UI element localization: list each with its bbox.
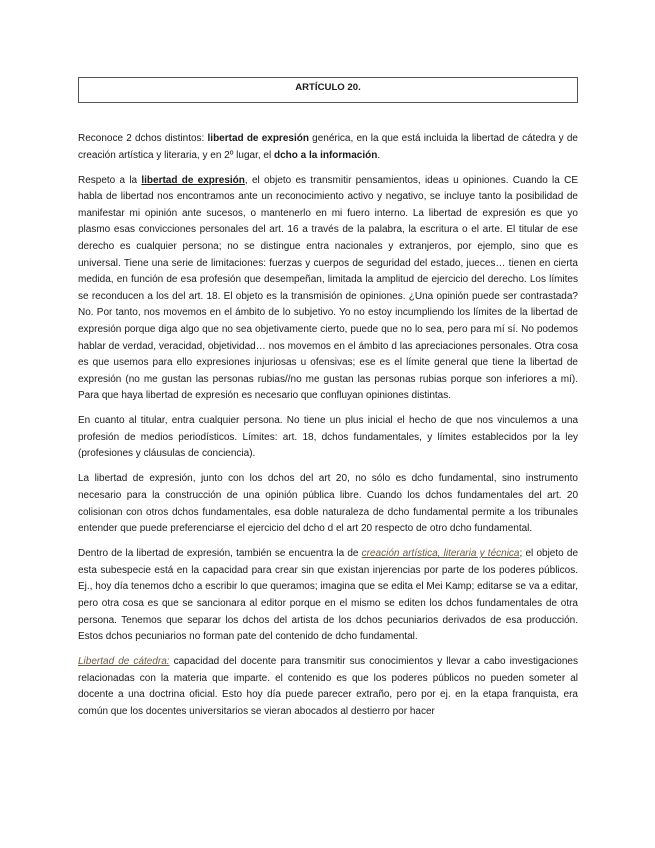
text-span: Respeto a la	[78, 174, 142, 186]
bold-term: dcho a la información	[273, 149, 378, 161]
text-span: genérica, en la que está incluida la libertad de cátedra y de creación artística y literaria, y en 2º lugar, el	[78, 133, 578, 161]
text-span: Dentro de la libertad de expresión, también se encuentra la de	[78, 548, 362, 560]
text-span: Reconoce 2 dchos distintos:	[78, 133, 208, 144]
paragraph-libertad-catedra	[78, 654, 578, 720]
text-span: capacidad del docente para transmitir sus conocimientos y llevar a cabo investigaciones relacionadas con la materia que imparte. el contenido es que los poderes públicos no pueden someter al docente a una doctrina oficial. Esto hoy día puede parecer extraño, pero por ej. en la etapa franquista, era común que los docentes universitarios se vieran abocados al destierro por hacer	[78, 656, 578, 717]
text-span: ; el objeto de esta subespecie está en la capacidad para crear sin que existan injerencias por parte de los poderes públicos. Ej., hoy día tenemos dcho a escribir lo que queramos; imagina que se edita el Mei Kamp; editarse se va a editar, pero otra cosa es que se sancionara al editor porque en el mismo se editen los dchos fundamentales de otra persona. Tenemos que separar los dchos del artista de los dchos pecuniarios derivados de esa producción. Estos dchos pecuniarios no forman pate del contenido de dcho fundamental.	[78, 548, 579, 643]
italic-underlined-term: creación artística, literaria y técnica	[361, 548, 520, 560]
paragraph-intro	[78, 131, 578, 164]
bold-term: libertad de expresión	[207, 133, 309, 144]
text-span: , el objeto es transmitir pensamientos, ideas u opiniones. Cuando la CE habla de libertad nos encontramos ante un reconocimiento activo y negativo, se incluye tanto la posibilidad de manifestar mi opinión ante sucesos, o mantenerlo en mi fuero interno. La libertad de expresión es que yo plasmo esas convicciones personales del art. 16 a través de la palabra, la escritura o el arte. El titular de ese derecho es cualquier persona; no se distingue entra nacionales y extranjeros, por ejemplo, sino que es universal. Tiene una serie de limitaciones: fuerzas y cuerpos de seguridad del estado, jueces… tienen en cierta medida, en función de esa profesión que desempeñan, limitada la amplitud de ejercicio del derecho. Los límites se reconducen a los del art. 18. El objeto es la transmisión de opiniones. ¿Una opinión puede ser contrastada? No. Por tanto, nos movemos en el ámbito de lo subjetivo. Yo no estoy incumpliendo los límites de la libertad de expresión porque diga algo que no sea objetivamente cierto, puede que no lo sea, pero para mí sí. No podemos hablar de verdad, veracidad, objetividad… nos movemos en el ámbito d las apreciaciones personales. Otra cosa es que usemos para ello expresiones injuriosas u ofensivas; ese es el límite general que tiene la libertad de expresión (no me gustan las personas rubias//no me gustan las personas rubias porque son inferiores a mí). Para que haya libertad de expresión es necesario que confluyan opiniones distintas.	[78, 174, 578, 402]
paragraph-titular: En cuanto al titular, entra cualquier persona. No tiene un plus inicial el hecho de que nos vinculemos a una profesión de medios periodísticos. Límites: art. 18, dchos fundamentales, y límites establecidos por la ley (profesiones y cláusulas de conciencia).	[78, 415, 578, 460]
paragraph-creacion-artistica	[78, 546, 578, 646]
bold-underlined-term: libertad de expresión	[141, 174, 245, 186]
document-body	[78, 131, 578, 729]
paragraph-opinion-publica: La libertad de expresión, junto con los dchos del art 20, no sólo es dcho fundamental, sino instrumento necesario para la construcción de una opinión pública libre. Cuando los dchos fundamentales del art. 20 colisionan con otros dchos fundamentales, esa doble naturaleza de dcho fundamental permite a los tribunales entender que puede preferenciarse el ejercicio del dcho d el art 20 respecto de otro dcho fundamental.	[78, 473, 578, 535]
article-title: ARTÍCULO 20.	[78, 77, 578, 103]
text-span: .	[377, 149, 381, 161]
paragraph-libertad-expresion	[78, 173, 578, 405]
italic-underlined-term: Libertad de cátedra:	[78, 656, 170, 668]
